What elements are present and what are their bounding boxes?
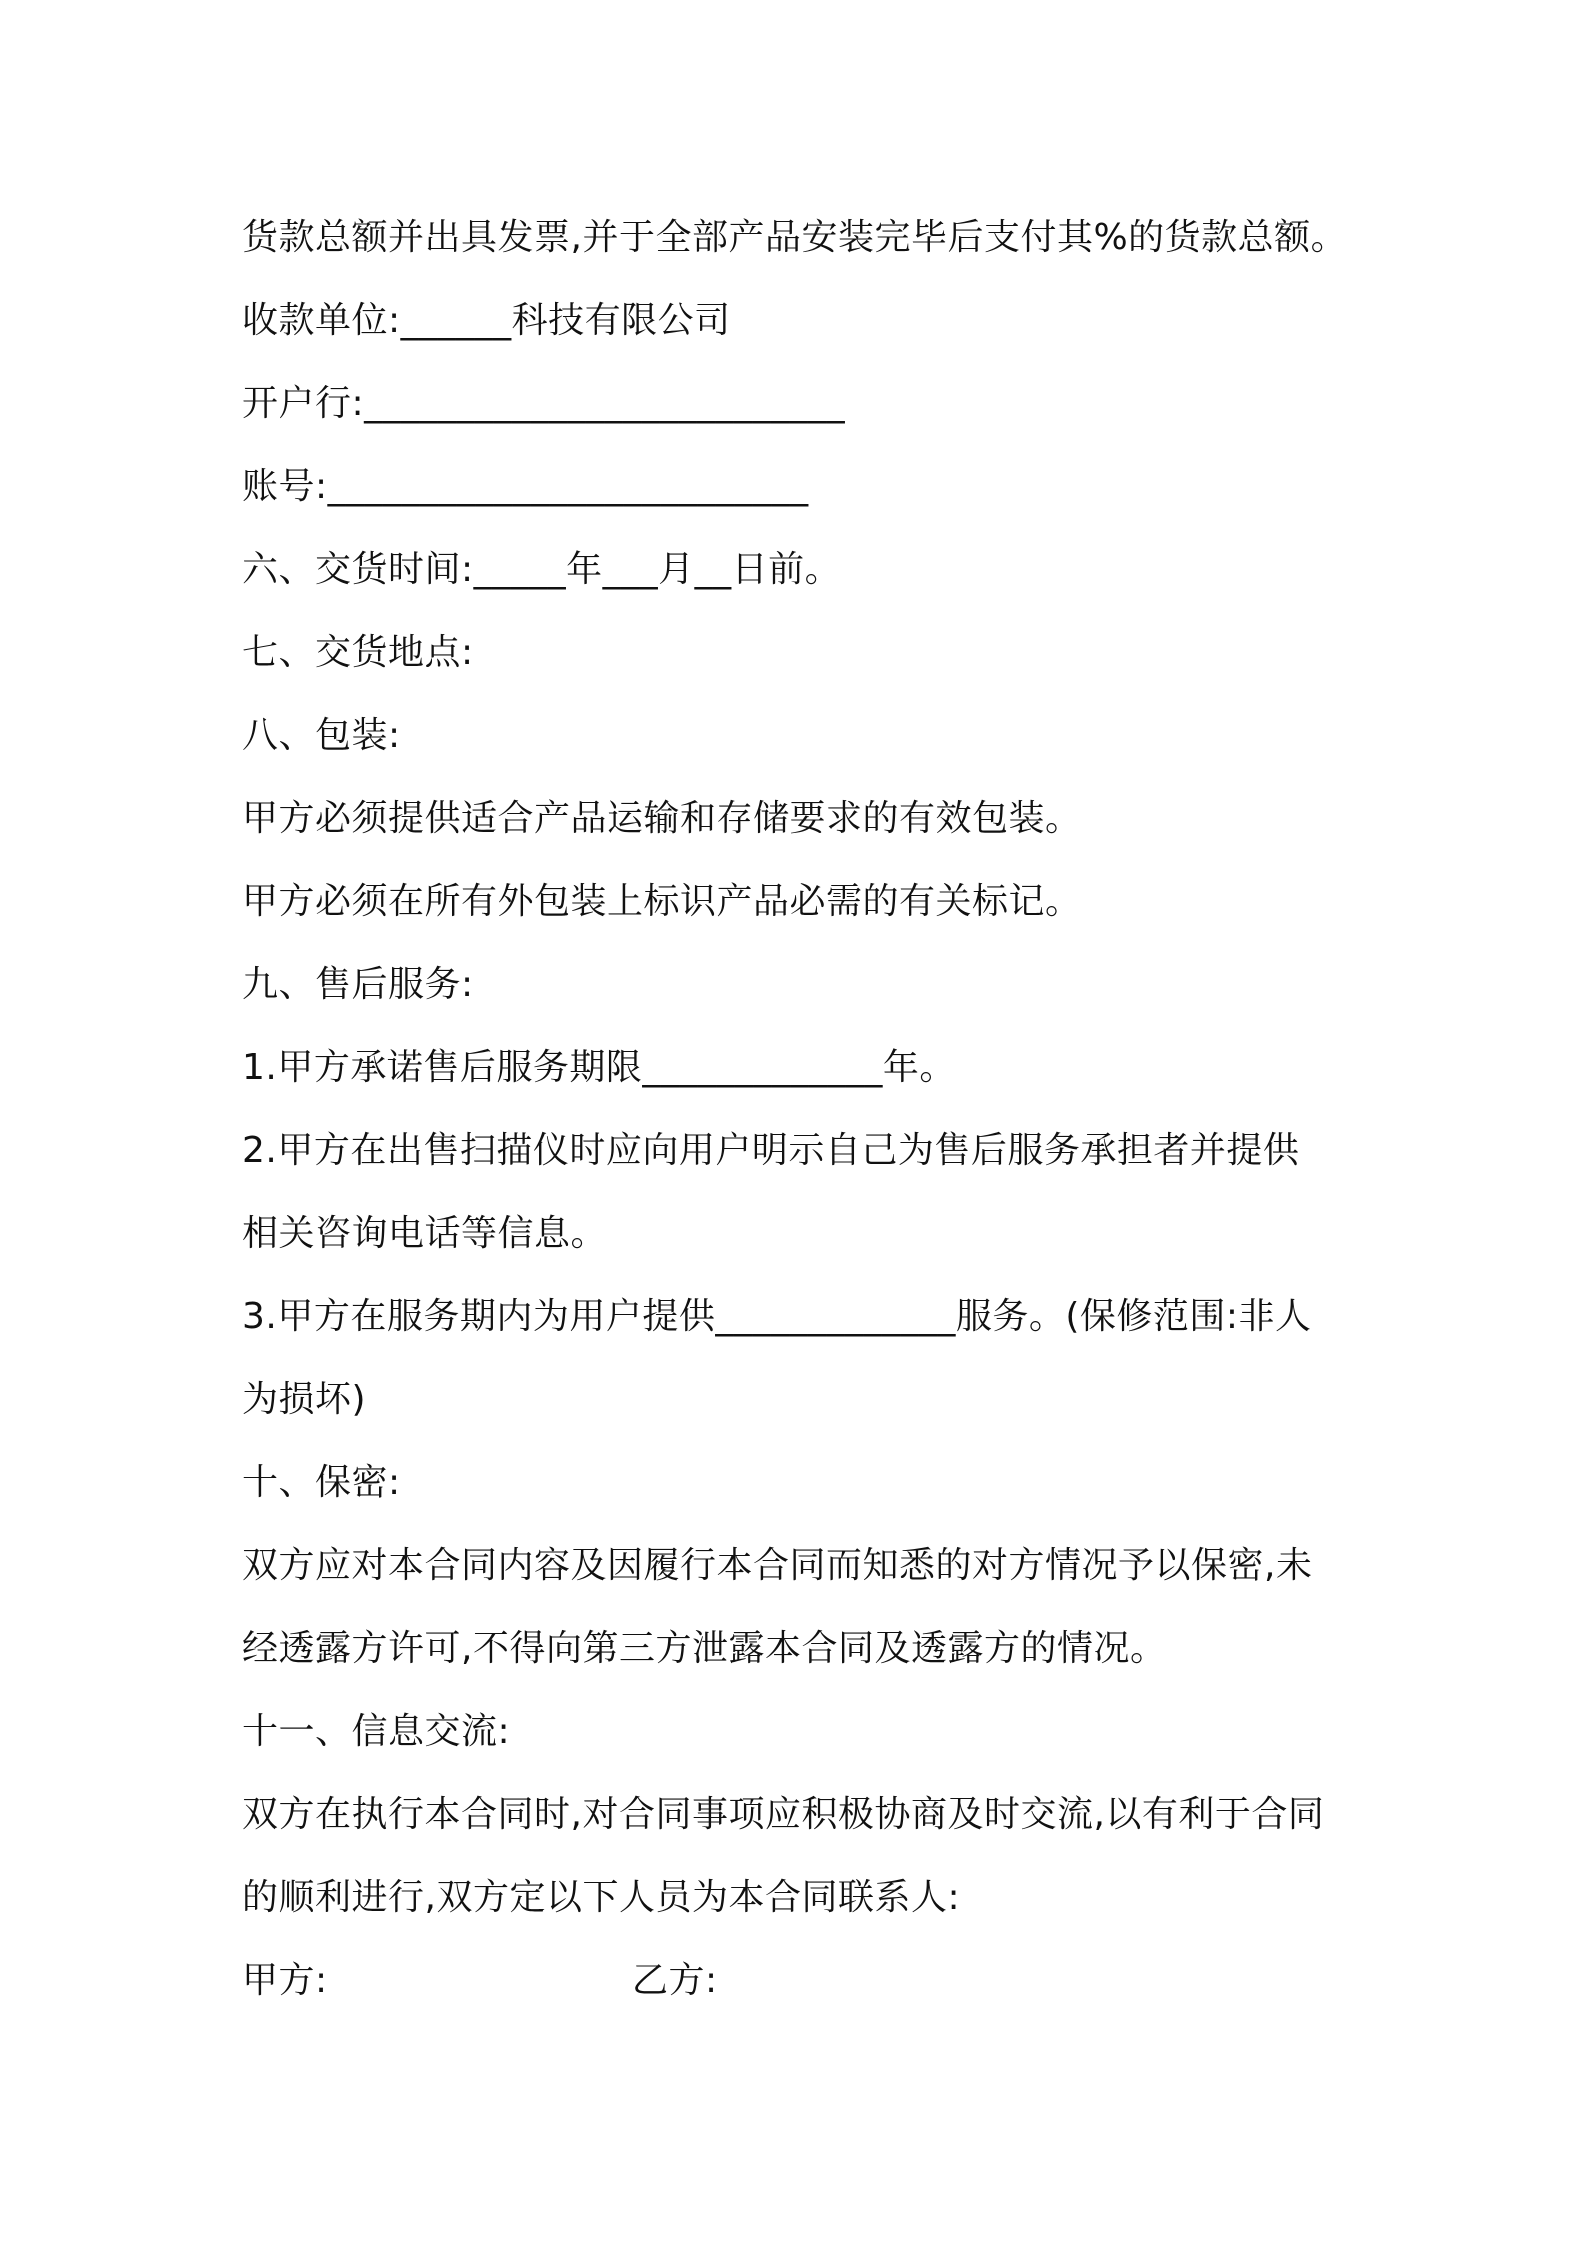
party-b-label: 乙方: xyxy=(632,1960,718,2001)
section-9-after-sales-heading: 九、售后服务: xyxy=(242,964,474,1005)
section-10-confidentiality-heading: 十、保密: xyxy=(242,1462,401,1503)
after-sales-clause-1: 1.甲方承诺售后服务期限_____________年。 xyxy=(242,1047,956,1088)
communication-clause: 双方在执行本合同时,对合同事项应积极协商及时交流,以有利于合同 xyxy=(242,1794,1325,1835)
communication-clause-cont: 的顺利进行,双方定以下人员为本合同联系人: xyxy=(242,1877,961,1918)
document-page xyxy=(242,196,1362,2022)
bank-line: 开户行:__________________________ xyxy=(242,383,846,424)
after-sales-clause-2-cont: 相关咨询电话等信息。 xyxy=(242,1213,608,1254)
account-number-line: 账号:__________________________ xyxy=(242,466,809,507)
after-sales-clause-2: 2.甲方在出售扫描仪时应向用户明示自己为售后服务承担者并提供 xyxy=(242,1130,1300,1171)
packaging-clause-2: 甲方必须在所有外包装上标识产品必需的有关标记。 xyxy=(242,881,1082,922)
confidentiality-clause: 双方应对本合同内容及因履行本合同而知悉的对方情况予以保密,未 xyxy=(242,1545,1313,1586)
payee-line: 收款单位:______科技有限公司 xyxy=(242,300,731,341)
confidentiality-clause-cont: 经透露方许可,不得向第三方泄露本合同及透露方的情况。 xyxy=(242,1628,1167,1669)
after-sales-clause-3-cont: 为损坏) xyxy=(242,1379,367,1420)
section-6-delivery-time: 六、交货时间:_____年___月__日前。 xyxy=(242,549,842,590)
signature-row xyxy=(242,1939,1362,2022)
packaging-clause-1: 甲方必须提供适合产品运输和存储要求的有效包装。 xyxy=(242,798,1082,839)
section-8-packaging-heading: 八、包装: xyxy=(242,715,401,756)
after-sales-clause-3: 3.甲方在服务期内为用户提供_____________服务。(保修范围:非人 xyxy=(242,1296,1312,1337)
section-11-communication-heading: 十一、信息交流: xyxy=(242,1711,511,1752)
party-a-label: 甲方: xyxy=(242,1960,328,2001)
section-7-delivery-place: 七、交货地点: xyxy=(242,632,474,673)
payment-terms-line: 货款总额并出具发票,并于全部产品安装完毕后支付其%的货款总额。 xyxy=(242,217,1348,258)
